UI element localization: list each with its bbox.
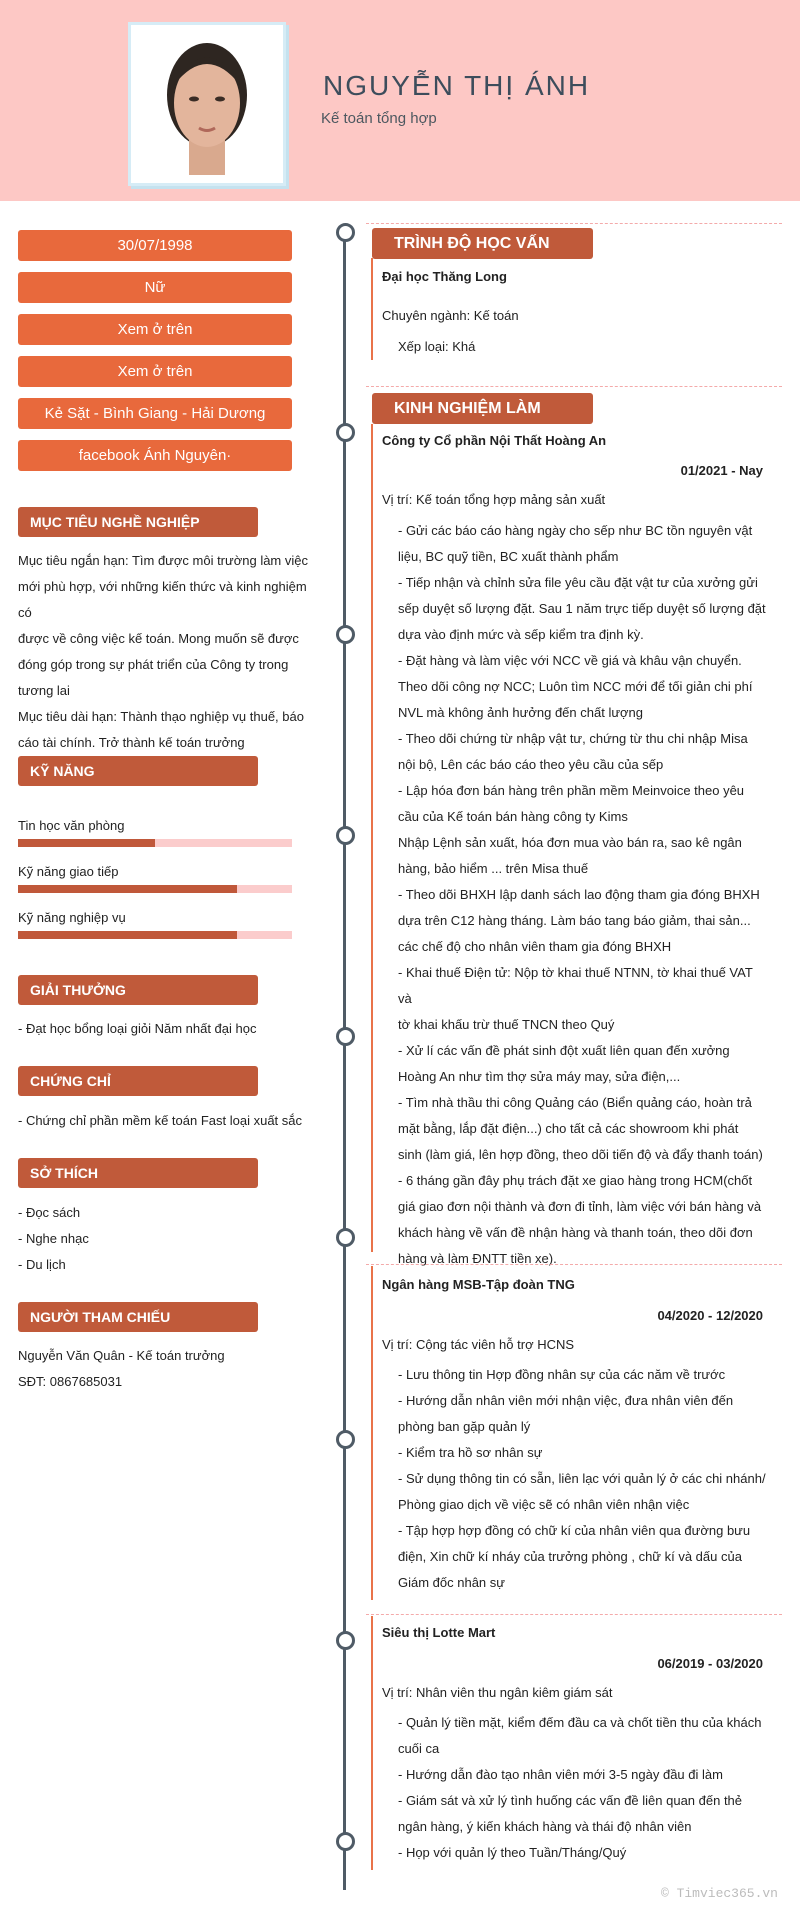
company-name: Công ty Cổ phần Nội Thất Hoàng An bbox=[382, 433, 607, 448]
duty-line: các chế độ cho nhân viên tham gia đóng BHXH bbox=[398, 939, 672, 954]
timeline-dot bbox=[336, 223, 355, 242]
duty-line: sếp duyệt số lượng đặt. Sau 1 năm trực tiếp duyệt số lượng đặt bbox=[398, 601, 766, 616]
section-divider bbox=[366, 223, 782, 224]
objective-text bbox=[18, 548, 318, 756]
hobby-item: - Du lịch bbox=[18, 1257, 66, 1272]
duty-line: giá giao đơn nội thành và đơn đi tỉnh, làm việc với bán hàng và bbox=[398, 1199, 762, 1214]
skills-heading: KỸ NĂNG bbox=[18, 756, 258, 786]
reference-line: SĐT: 0867685031 bbox=[18, 1374, 123, 1389]
job-date: 04/2020 - 12/2020 bbox=[657, 1308, 763, 1323]
duty-line: cuối ca bbox=[398, 1741, 440, 1756]
skill-bar-fill bbox=[18, 885, 237, 893]
section-divider bbox=[366, 1614, 782, 1615]
job-position: Vị trí: Nhân viên thu ngân kiêm giám sát bbox=[382, 1685, 613, 1700]
hobbies-heading: SỞ THÍCH bbox=[18, 1158, 258, 1188]
duty-line: - Kiểm tra hồ sơ nhân sự bbox=[398, 1445, 543, 1460]
objective-line: cáo tài chính. Trở thành kế toán trưởng bbox=[18, 735, 245, 750]
watermark: © Timviec365.vn bbox=[660, 1886, 778, 1901]
address-pill: Kẻ Sặt - Bình Giang - Hải Dương bbox=[18, 398, 292, 429]
education-heading: TRÌNH ĐỘ HỌC VẤN bbox=[372, 228, 593, 259]
duty-line: nội bộ, Lên các báo cáo theo yêu cầu của sếp bbox=[398, 757, 664, 772]
duty-line: - Tìm nhà thầu thi công Quảng cáo (Biển quảng cáo, hoàn trả bbox=[398, 1095, 752, 1110]
facebook-pill[interactable]: facebook Ánh Nguyên· bbox=[18, 440, 292, 471]
job-duties bbox=[398, 1710, 768, 1866]
email-pill: Xem ở trên bbox=[18, 356, 292, 387]
duty-line: phòng ban gặp quản lý bbox=[398, 1419, 531, 1434]
gender-pill: Nữ bbox=[18, 272, 292, 303]
person-name: NGUYỄN THỊ ÁNH bbox=[323, 70, 591, 101]
duty-line: Giám đốc nhân sự bbox=[398, 1575, 505, 1590]
duty-line: - Xử lí các vấn đề phát sinh đột xuất liên quan đến xưởng bbox=[398, 1043, 730, 1058]
portrait-image bbox=[131, 25, 283, 183]
duty-line: Phòng giao dịch về việc sẽ có nhân viên nhận việc bbox=[398, 1497, 690, 1512]
duty-line: - Gửi các báo cáo hàng ngày cho sếp như BC tồn nguyên vật bbox=[398, 523, 753, 538]
duty-line: - Giám sát và xử lý tình huống các vấn đề liên quan đến thẻ bbox=[398, 1793, 743, 1808]
skill-label: Kỹ năng nghiệp vụ bbox=[18, 910, 126, 925]
references-heading: NGƯỜI THAM CHIẾU bbox=[18, 1302, 258, 1332]
phone-pill: Xem ở trên bbox=[18, 314, 292, 345]
certificates-heading: CHỨNG CHỈ bbox=[18, 1066, 258, 1096]
duty-line: liệu, BC quỹ tiền, BC xuất thành phẩm bbox=[398, 549, 619, 564]
duty-line: - Theo dõi BHXH lập danh sách lao động tham gia đóng BHXH bbox=[398, 887, 760, 902]
timeline-dot bbox=[336, 1631, 355, 1650]
company-name: Ngân hàng MSB-Tập đoàn TNG bbox=[382, 1277, 575, 1292]
job-title: Kế toán tổng hợp bbox=[321, 110, 437, 127]
duty-line: - Hướng dẫn đào tạo nhân viên mới 3-5 ngày đầu đi làm bbox=[398, 1767, 723, 1782]
job-duties bbox=[398, 518, 768, 1272]
hobby-item: - Nghe nhạc bbox=[18, 1231, 89, 1246]
duty-line: Theo dõi công nợ NCC; Luôn tìm NCC mới để tối giản chi phí bbox=[398, 679, 753, 694]
objective-line: mới phù hợp, với những kiến thức và kinh nghiệm có bbox=[18, 579, 307, 620]
duty-line: cầu của Kế toán bán hàng công ty Kims bbox=[398, 809, 628, 824]
duty-line: - Tiếp nhận và chỉnh sửa file yêu cầu đặt vật tư của xưởng gửi bbox=[398, 575, 758, 590]
duty-line: - Lập hóa đơn bán hàng trên phần mềm Meinvoice theo yêu bbox=[398, 783, 745, 798]
birthdate-pill: 30/07/1998 bbox=[18, 230, 292, 261]
duty-line: - Quản lý tiền mặt, kiểm đếm đầu ca và chốt tiền thu của khách bbox=[398, 1715, 762, 1730]
duty-line: khách hàng về vấn đề nhận hàng và thanh toán, theo dõi đơn bbox=[398, 1225, 753, 1240]
skill-bar bbox=[18, 931, 292, 939]
certificates-text: - Chứng chỉ phần mềm kế toán Fast loại xuất sắc bbox=[18, 1113, 303, 1128]
hobby-item: - Đọc sách bbox=[18, 1205, 81, 1220]
duty-line: ngân hàng, ý kiến khách hàng và thái độ nhân viên bbox=[398, 1819, 692, 1834]
skill-bar-fill bbox=[18, 839, 155, 847]
job-position: Vị trí: Cộng tác viên hỗ trợ HCNS bbox=[382, 1337, 575, 1352]
section-divider bbox=[366, 386, 782, 387]
duty-line: - Đặt hàng và làm việc với NCC về giá và khâu vận chuyển. bbox=[398, 653, 742, 668]
timeline-dot bbox=[336, 1832, 355, 1851]
school-name: Đại học Thăng Long bbox=[382, 269, 507, 284]
duty-line: NVL mà không ảnh hưởng đến chất lượng bbox=[398, 705, 644, 720]
duty-line: - Lưu thông tin Hợp đồng nhân sự của các năm về trước bbox=[398, 1367, 726, 1382]
duty-line: - Họp với quản lý theo Tuần/Tháng/Quý bbox=[398, 1845, 627, 1860]
job-accent-line bbox=[371, 424, 373, 1252]
awards-heading: GIẢI THƯỞNG bbox=[18, 975, 258, 1005]
experience-heading: KINH NGHIỆM LÀM bbox=[372, 393, 593, 424]
objective-line: Mục tiêu ngắn hạn: Tìm được môi trường làm việc bbox=[18, 553, 308, 568]
duty-line: hàng, bảo hiểm ... trên Misa thuế bbox=[398, 861, 589, 876]
objective-line: Mục tiêu dài hạn: Thành thạo nghiệp vụ thuế, báo bbox=[18, 709, 304, 724]
hobbies-list bbox=[18, 1200, 318, 1278]
education-major: Chuyên ngành: Kế toán bbox=[382, 308, 519, 323]
objective-line: tương lai bbox=[18, 683, 70, 698]
duty-line: Nhập Lệnh sản xuất, hóa đơn mua vào bán ra, sao kê ngân bbox=[398, 835, 742, 850]
duty-line: Hoàng An như tìm thợ sửa máy may, sửa điện,... bbox=[398, 1069, 681, 1084]
skill-bar-fill bbox=[18, 931, 237, 939]
objective-line: đóng góp trong sự phát triển của Công ty trong bbox=[18, 657, 289, 672]
awards-text: - Đạt học bổng loại giỏi Năm nhất đại học bbox=[18, 1021, 257, 1036]
job-accent-line bbox=[371, 1616, 373, 1870]
duty-line: - Sử dụng thông tin có sẵn, liên lạc với quản lý ở các chi nhánh/ bbox=[398, 1471, 766, 1486]
section-divider bbox=[366, 1264, 782, 1265]
education-accent-line bbox=[371, 258, 373, 360]
references-text bbox=[18, 1343, 318, 1395]
timeline-dot bbox=[336, 1430, 355, 1449]
job-date: 06/2019 - 03/2020 bbox=[657, 1656, 763, 1671]
duty-line: hàng và làm ĐNTT tiền xe). bbox=[398, 1251, 557, 1266]
timeline-dot bbox=[336, 1027, 355, 1046]
duty-line: - 6 tháng gần đây phụ trách đặt xe giao hàng trong HCM(chốt bbox=[398, 1173, 753, 1188]
timeline-dot bbox=[336, 1228, 355, 1247]
job-accent-line bbox=[371, 1266, 373, 1600]
duty-line: - Hướng dẫn nhân viên mới nhận việc, đưa nhân viên đến bbox=[398, 1393, 734, 1408]
duty-line: sinh (làm giá, lên hợp đồng, theo dõi tiến độ và đẩy thanh toán) bbox=[398, 1147, 763, 1162]
skill-bar bbox=[18, 885, 292, 893]
skill-label: Tin học văn phòng bbox=[18, 818, 125, 833]
objective-heading: MỤC TIÊU NGHỀ NGHIỆP bbox=[18, 507, 258, 537]
duty-line: dựa vào định mức và sếp kiểm tra định kỳ. bbox=[398, 627, 644, 642]
skill-bar bbox=[18, 839, 292, 847]
duty-line: - Theo dõi chứng từ nhập vật tư, chứng từ thu chi nhập Misa bbox=[398, 731, 748, 746]
reference-line: Nguyễn Văn Quân - Kế toán trưởng bbox=[18, 1348, 225, 1363]
skill-label: Kỹ năng giao tiếp bbox=[18, 864, 119, 879]
duty-line: - Tập hợp hợp đồng có chữ kí của nhân viên qua đường bưu bbox=[398, 1523, 751, 1538]
duty-line: mặt bằng, lắp đặt điện...) cho tất cả các showroom khi phát bbox=[398, 1121, 739, 1136]
duty-line: điện, Xin chữ kí nháy của trưởng phòng , chữ kí và dấu của bbox=[398, 1549, 742, 1564]
duty-line: tờ khai khấu trừ thuế TNCN theo Quý bbox=[398, 1017, 615, 1032]
timeline-dot bbox=[336, 423, 355, 442]
duty-line: dựa trên C12 hàng tháng. Làm báo tang báo giảm, thai sản... bbox=[398, 913, 751, 928]
job-duties bbox=[398, 1362, 768, 1596]
duty-line: - Khai thuế Điện tử: Nộp tờ khai thuế NTNN, tờ khai thuế VAT và bbox=[398, 965, 753, 1006]
education-grade: Xếp loại: Khá bbox=[398, 339, 476, 354]
job-date: 01/2021 - Nay bbox=[680, 463, 763, 478]
timeline-dot bbox=[336, 826, 355, 845]
timeline-dot bbox=[336, 625, 355, 644]
objective-line: được về công việc kế toán. Mong muốn sẽ được bbox=[18, 631, 299, 646]
job-position: Vị trí: Kế toán tổng hợp mảng sản xuất bbox=[382, 492, 606, 507]
company-name: Siêu thị Lotte Mart bbox=[382, 1625, 496, 1640]
profile-photo bbox=[128, 22, 286, 186]
